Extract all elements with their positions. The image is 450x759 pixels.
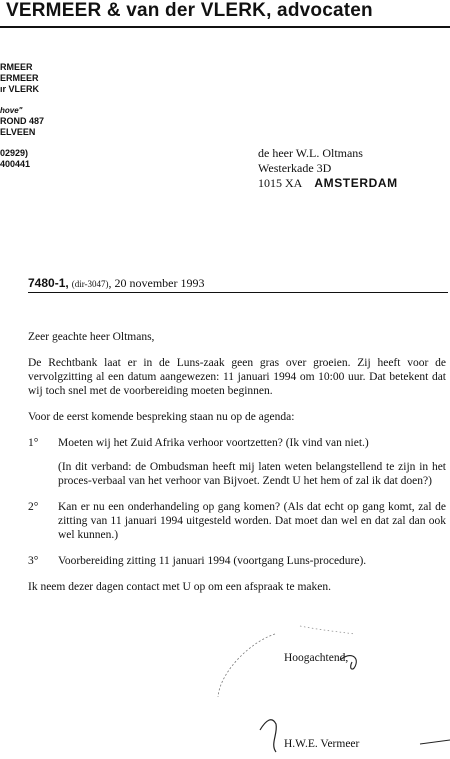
reference-number: 7480-1, [28, 276, 69, 290]
partner-name-2: ERMEER [0, 73, 39, 83]
agenda-item-3 [28, 554, 446, 568]
office-street: ROND 487 [0, 116, 45, 126]
agenda-item-text: Moeten wij het Zuid Afrika verhoor voortzetten? (Ik vind van niet.) [58, 437, 369, 449]
handwritten-signature-icon [180, 612, 450, 759]
body-closing-paragraph: Ik neem dezer dagen contact met U op om een afspraak te maken. [28, 581, 332, 593]
agenda-item-1 [28, 436, 446, 488]
agenda-item-text: Kan er nu een onderhandeling op gang komen? (Als dat echt op gang komt, zal de zitting van 11 januari 1994 uitgesteld worden. Dat moet dan wel en dat zal dan ook wel kunnen.) [58, 501, 446, 541]
body-paragraph-1: De Rechtbank laat er in de Luns-zaak geen gras over groeien. Zij heeft voor de vervolgzitting al een datum aangewezen: 11 januari 1994 om 10:00 uur. Dat betekent dat wij toch snel met de voorbereiding moeten beginnen. [28, 357, 446, 397]
recipient-postal-line [258, 176, 398, 191]
recipient-postcode: 1015 XA [258, 176, 303, 190]
reference-line [28, 276, 205, 291]
recipient-address [258, 146, 398, 191]
office-house-name: hove" [0, 106, 23, 115]
recipient-city: AMSTERDAM [314, 176, 398, 190]
reference-rule [28, 292, 448, 293]
signer-name: H.W.E. Vermeer [284, 738, 360, 750]
salutation: Zeer geachte heer Oltmans, [28, 331, 155, 343]
letter-body [28, 330, 446, 606]
letter-date: , 20 november 1993 [108, 276, 205, 290]
agenda-item-note: (In dit verband: de Ombudsman heeft mij laten weten belangstellend te zijn in het proces-verbaal van het verhoor van Bijvoet. Zendt U het hem of zal ik dat doen?) [58, 461, 446, 487]
recipient-name: de heer W.L. Oltmans [258, 146, 363, 160]
firm-name: VERMEER & van der VLERK, advocaten [6, 0, 373, 21]
letterhead-sidebar [0, 62, 44, 170]
office-town: ELVEEN [0, 127, 36, 137]
reference-dir: (dir-3047) [71, 279, 109, 289]
agenda-marker: 1° [28, 437, 39, 449]
agenda-item-2 [28, 500, 446, 542]
body-paragraph-2: Voor de eerst komende bespreking staan nu op de agenda: [28, 411, 295, 423]
recipient-street: Westerkade 3D [258, 161, 332, 175]
partner-name-3: ır VLERK [0, 84, 40, 94]
closing-greeting: Hoogachtend, [284, 652, 349, 664]
office-fax: 400441 [0, 159, 31, 169]
agenda-item-text: Voorbereiding zitting 11 januari 1994 (voortgang Luns-procedure). [58, 555, 367, 567]
agenda-marker: 2° [28, 501, 39, 513]
letterhead-rule [0, 26, 450, 28]
office-phone: 02929) [0, 148, 29, 158]
agenda-marker: 3° [28, 555, 39, 567]
partner-name-1: RMEER [0, 62, 33, 72]
